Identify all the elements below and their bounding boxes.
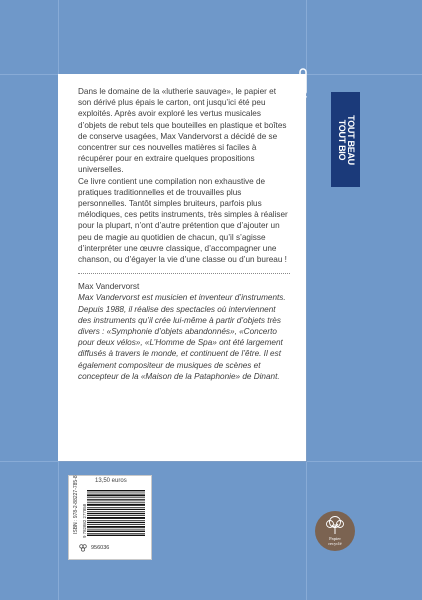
price-label: 13,50 euros <box>95 478 127 484</box>
badge-line: Papier <box>329 536 341 541</box>
badge-label <box>315 536 355 546</box>
series-line: TOUT BIO <box>336 119 347 160</box>
description-card <box>58 74 306 461</box>
dotted-divider <box>78 273 290 274</box>
badge-line: recyclé <box>328 541 342 547</box>
series-line: TOUT BEAU <box>345 114 356 165</box>
author-name: Max Vandervorst <box>78 282 140 292</box>
paper-clip-icon <box>296 66 310 100</box>
ean-digits: 9 782882 277858 <box>82 503 87 538</box>
isbn-label: ISBN : 978-2-88227-785-8 <box>73 475 79 534</box>
reference-number: 956036 <box>91 545 110 551</box>
intro-paragraph: Ce livre contient une compilation non exhaustive de pratiques traditionnelles et de trouvailles plus personnelles. Tantôt simples bruiteurs, parfois plus mélodiques, ces petits instruments, très simples à réaliser pour la plupart, n’ont d’autre prétention que d’ajouter un peu de magie au quotidien de chacun, qu’il s’agisse d’interpréter une œuvre classique, d’accompagner une chanson, ou d’égayer la vie d’une classe ou d’un bureau ! <box>78 176 288 265</box>
card-body <box>78 86 290 382</box>
author-bio: Max Vandervorst est musicien et inventeur d’instruments. Depuis 1988, il réalise des spectacles où interviennent des instruments qu’il crée lui-même à partir d’objets très divers : «Symphonie d’objets abandonnés», «Concerto pour deux vélos», «L’Homme de Spa» ont été largement diffusés à travers le monde, et continuent de l’être. Il est également compositeur de musiques de scènes et concepteur de la «Maison de la Pataphonie» de Dinant. <box>78 293 286 381</box>
recycle-icon <box>79 544 87 552</box>
reference-row <box>79 544 109 552</box>
intro-paragraph: Dans le domaine de la «lutherie sauvage», le papier et son dérivé plus épais le carton, ont jusqu’ici été peu exploités. Après avoir exploré les vertus musicales d’objets de rebut tels que bouteilles en plastique et boîtes de conserve usagées, Max Vandervorst a décidé de se concentrer sur ces nouvelles matières si faciles à récupérer pour en extraire quelques propositions universelles. <box>78 87 287 175</box>
grid-line <box>0 461 422 462</box>
barcode-icon <box>87 490 145 536</box>
barcode-sticker <box>68 475 152 560</box>
tree-icon <box>324 515 346 535</box>
series-tag <box>331 92 360 187</box>
series-logo <box>337 115 355 165</box>
recycled-paper-badge <box>315 511 355 551</box>
